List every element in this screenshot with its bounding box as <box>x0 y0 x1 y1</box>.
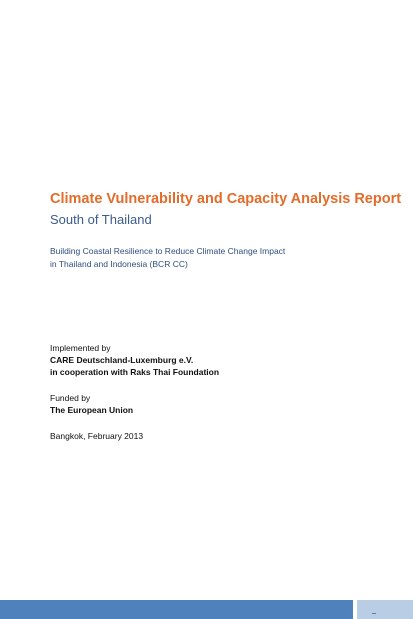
implemented-by-block <box>50 342 219 378</box>
project-name <box>50 245 285 271</box>
funded-label: Funded by <box>50 393 91 403</box>
report-title: Climate Vulnerability and Capacity Analysis Report <box>50 191 402 207</box>
funding-org: The European Union <box>50 405 134 415</box>
implemented-label: Implemented by <box>50 343 111 353</box>
footer-corner-block <box>357 600 413 619</box>
footer-corner-mark <box>372 613 376 614</box>
report-subtitle: South of Thailand <box>50 212 152 227</box>
footer-bar <box>0 600 353 619</box>
funded-by-block <box>50 392 133 416</box>
publication-date: Bangkok, February 2013 <box>50 431 144 441</box>
implementing-org: CARE Deutschland-Luxemburg e.V. <box>50 355 194 365</box>
project-line-1: Building Coastal Resilience to Reduce Climate Change Impact <box>50 246 286 256</box>
cooperation-org: in cooperation with Raks Thai Foundation <box>50 367 220 377</box>
project-line-2: in Thailand and Indonesia (BCR CC) <box>50 259 188 269</box>
